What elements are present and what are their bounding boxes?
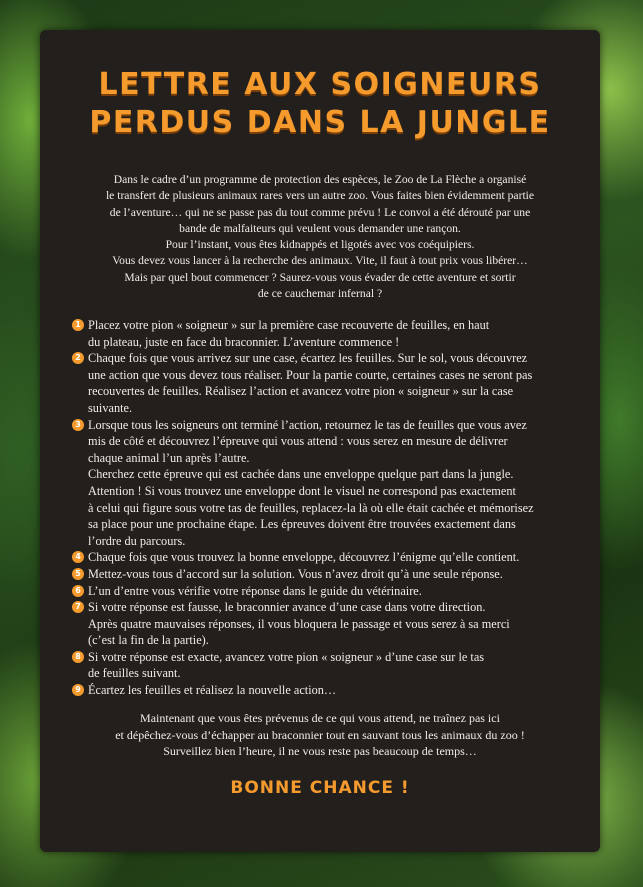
intro-line: de l’aventure… qui ne se passe pas du tout comme prévu ! Le convoi a été dérouté par une (109, 205, 531, 219)
list-item (72, 317, 586, 350)
step-line: Si votre réponse est exacte, avancez votre pion « soigneur » d’une case sur le tas (88, 649, 485, 664)
intro-line: le transfert de plusieurs animaux rares vers un autre zoo. Vous faites bien évidemment partie (105, 189, 535, 203)
letter-panel (40, 30, 600, 852)
outro-line: Maintenant que vous êtes prévenus de ce qui vous attend, ne traînez pas ici (140, 711, 500, 725)
intro-line: Vous devez vous lancer à la recherche des animaux. Vite, il faut à tout prix vous libérer… (112, 254, 528, 268)
step-line: recouvertes de feuilles. Réalisez l’action et avancez votre pion « soigneur » sur la case (88, 384, 514, 399)
step-line: du plateau, juste en face du braconnier. L’aventure commence ! (88, 334, 400, 349)
step-line: à celui qui figure sous votre tas de feuilles, replacez-la là où elle était cachée et mémorisez (88, 500, 534, 515)
intro-line: Dans le cadre d’un programme de protection des espèces, le Zoo de La Flèche a organisé (113, 173, 527, 186)
list-item (72, 350, 586, 416)
outro-line: Surveillez bien l’heure, il ne vous reste pas beaucoup de temps… (163, 744, 477, 758)
outro-line: et dépêchez-vous d’échapper au braconnier tout en sauvant tous les animaux du zoo ! (115, 727, 525, 742)
step-line: Placez votre pion « soigneur » sur la première case recouverte de feuilles, en haut (88, 318, 490, 332)
list-item (72, 417, 586, 550)
step-line: Si votre réponse est fausse, le braconnier avance d’une case dans votre direction. (88, 600, 486, 615)
step-line: Écartez les feuilles et réalisez la nouvelle action… (88, 683, 337, 698)
title-line: PERDUS DANS LA JUNGLE (89, 105, 551, 140)
intro-line: bande de malfaiteurs qui veulent vous demander une rançon. (179, 221, 461, 235)
step-number-badge: 5 (72, 568, 84, 580)
closing-text: BONNE CHANCE ! (230, 778, 410, 798)
step-line: Lorsque tous les soigneurs ont terminé l’action, retournez le tas de feuilles que vous avez (88, 417, 527, 432)
step-line: Mettez-vous tous d’accord sur la solution. Vous n’avez droit qu’à une seule réponse. (88, 566, 503, 581)
step-line: suivante. (88, 400, 133, 415)
step-number-badge: 7 (72, 601, 84, 613)
step-line: (c’est la fin de la partie). (88, 633, 209, 648)
outro-paragraph (50, 710, 590, 760)
step-number-badge: 8 (72, 651, 84, 663)
list-item (72, 583, 586, 600)
step-line: sa place pour une prochaine étape. Les épreuves doivent être trouvées exactement dans (88, 517, 516, 532)
step-line: une action que vous devez tous réaliser. Pour la partie courte, certaines cases ne seront pas (88, 367, 533, 382)
page-title (40, 66, 600, 142)
step-line: chaque animal l’un après l’autre. (88, 450, 250, 465)
intro-line: de ce cauchemar infernal ? (257, 287, 383, 301)
list-item (72, 566, 586, 583)
step-number-badge: 3 (72, 419, 84, 431)
list-item (72, 682, 586, 699)
intro-line: Pour l’instant, vous êtes kidnappés et ligotés avec vos coéquipiers. (165, 238, 475, 252)
step-line: de feuilles suivant. (88, 666, 181, 681)
step-line: Attention ! Si vous trouvez une enveloppe dont le visuel ne correspond pas exactement (88, 483, 516, 498)
step-number-badge: 6 (72, 585, 84, 597)
step-number-badge: 9 (72, 684, 84, 696)
step-line: Après quatre mauvaises réponses, il vous bloquera le passage et vous serez à sa merci (88, 616, 510, 631)
step-line: l’ordre du parcours. (88, 533, 186, 548)
intro-line: Mais par quel bout commencer ? Saurez-vous vous évader de cette aventure et sortir (124, 270, 516, 284)
step-number-badge: 4 (72, 551, 84, 563)
list-item (72, 599, 586, 649)
step-line: Chaque fois que vous arrivez sur une case, écartez les feuilles. Sur le sol, vous découvrez (88, 351, 528, 366)
intro-paragraph (50, 172, 590, 302)
list-item (72, 649, 586, 682)
step-line: Cherchez cette épreuve qui est cachée dans une enveloppe quelque part dans la jungle. (88, 467, 514, 482)
step-number-badge: 2 (72, 352, 84, 364)
title-line: LETTRE AUX SOIGNEURS (98, 67, 542, 102)
list-item (72, 549, 586, 566)
step-line: Chaque fois que vous trouvez la bonne enveloppe, découvrez l’énigme qu’elle contient. (88, 550, 520, 565)
step-number-badge: 1 (72, 319, 84, 331)
steps-list (72, 317, 586, 699)
step-line: L’un d’entre vous vérifie votre réponse dans le guide du vétérinaire. (88, 583, 422, 598)
step-line: mis de côté et découvrez l’épreuve qui vous attend : vous serez en mesure de délivrer (88, 434, 508, 449)
